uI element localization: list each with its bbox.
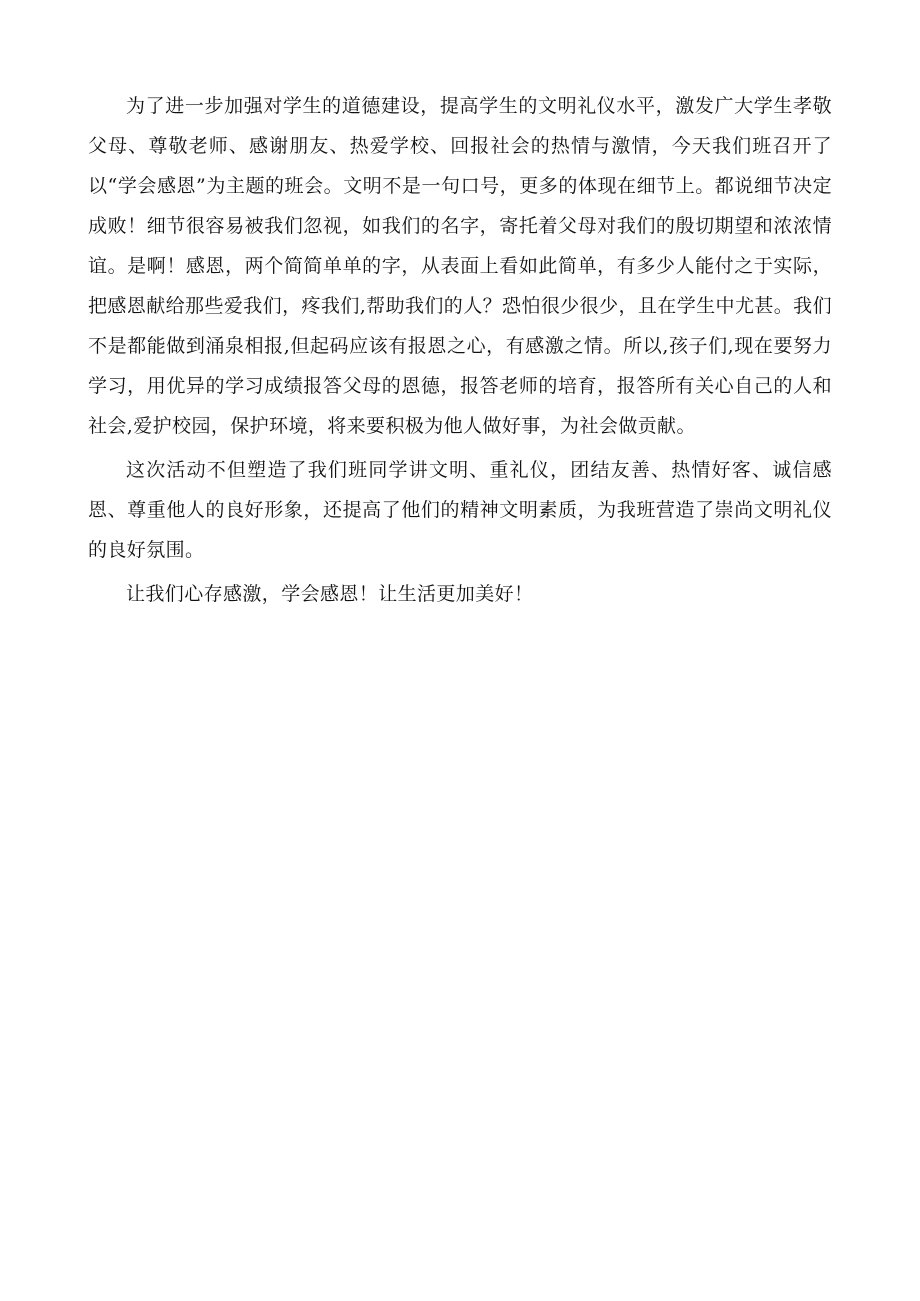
document-page — [88, 86, 832, 614]
body-paragraph-3: 让我们心存感激，学会感恩！让生活更加美好！ — [126, 583, 534, 605]
body-paragraph-2: 这次活动不但塑造了我们班同学讲文明、重礼仪，团结友善、热情好客、诚信感恩、尊重他人的良好形象，还提高了他们的精神文明素质，为我班营造了崇尚文明礼仪的良好氛围。 — [88, 459, 832, 561]
body-paragraph-1: 为了进一步加强对学生的道德建设，提高学生的文明礼仪水平，激发广大学生孝敬父母、尊敬老师、感谢朋友、热爱学校、回报社会的热情与激情，今天我们班召开了以“学会感恩”为主题的班会。文明不是一句口号，更多的体现在细节上。都说细节决定成败！细节很容易被我们忽视，如我们的名字，寄托着父母对我们的殷切期望和浓浓情谊。是啊！感恩，两个简简单单的字，从表面上看如此简单，有多少人能付之于实际，把感恩献给那些爱我们，疼我们,帮助我们的人？恐怕很少很少，且在学生中尤甚。我们不是都能做到涌泉相报,但起码应该有报恩之心，有感激之情。所以,孩子们,现在要努力学习，用优异的学习成绩报答父母的恩德，报答老师的培育，报答所有关心自己的人和社会,爱护校园，保护环境，将来要积极为他人做好事，为社会做贡献。 — [88, 95, 832, 437]
